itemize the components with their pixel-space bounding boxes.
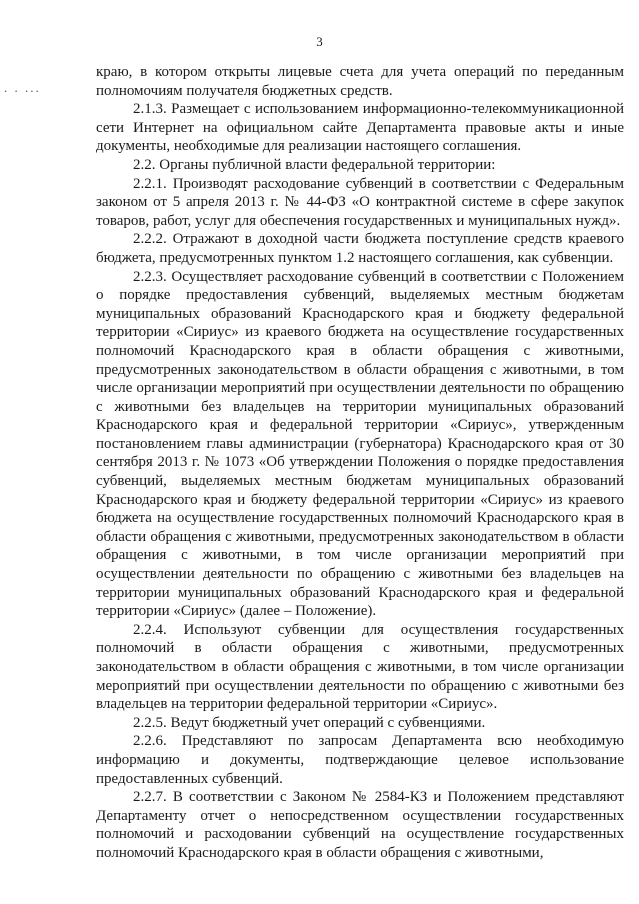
document-body (96, 63, 624, 863)
page-number: 3 (316, 34, 323, 49)
paragraph-2-2: 2.2. Органы публичной власти федеральной территории: (133, 156, 496, 173)
paragraph-2-2-2: 2.2.2. Отражают в доходной части бюджета поступление средств краевого бюджета, предусмотренных пунктом 1.2 настоящего соглашения, как субвенции. (96, 231, 624, 266)
paragraph-2-2-3: 2.2.3. Осуществляет расходование субвенций в соответствии с Положением о порядке предоставления субвенций, выделяемых местным бюджетам муниципальных образований Краснодарского края и бюджету федеральной территории «Сириус» из краевого бюджета на осуществление государственных полномочий Краснодарского края в области обращения с животными, предусмотренных законодательством в области обращения с животными, в том числе организации мероприятий при осуществлении деятельности по обращению с животными без владельцев на территории муниципальных образований Краснодарского края и федеральной территории «Сириус», утвержденным постановлением главы администрации (губернатора) Краснодарского края от 30 сентября 2013 г. № 1073 «Об утверждении Положения о порядке предоставления субвенций, выделяемых местным бюджетам муниципальных образований Краснодарского края и бюджету федеральной территории «Сириус» из краевого бюджета на осуществление государственных полномочий Краснодарского края в области обращения с животными, предусмотренных законодательством в области обращения с животными, в том числе организации мероприятий при осуществлении деятельности по обращению с животными без владельцев на территории муниципальных образований Краснодарского края и федеральной территории «Сириус» (далее – Положение). (96, 268, 624, 620)
margin-mark: . . ... (4, 80, 41, 95)
paragraph-continuation: краю, в котором открыты лицевые счета для учета операций по переданным полномочиям получателя бюджетных средств. (96, 64, 624, 99)
paragraph-2-2-1: 2.2.1. Производят расходование субвенций в соответствии с Федеральным законом от 5 апреля 2013 г. № 44-ФЗ «О контрактной системе в сфере закупок товаров, работ, услуг для обеспечения государственных и муниципальных нужд». (96, 175, 624, 229)
paragraph-2-2-6: 2.2.6. Представляют по запросам Департамента всю необходимую информацию и документы, подтверждающие целевое использование предоставленных субвенций. (96, 733, 624, 787)
paragraph-2-2-4: 2.2.4. Используют субвенции для осуществления государственных полномочий в области обращения с животными, предусмотренных законодательством в области обращения с животными, в том числе организации мероприятий при осуществлении деятельности по обращению с животными без владельцев на территории федеральной территории «Сириус». (96, 621, 624, 713)
paragraph-2-1-3: 2.1.3. Размещает с использованием информационно-телекоммуникационной сети Интернет на официальном сайте Департамента правовые акты и иные документы, необходимые для реализации настоящего соглашения. (96, 101, 624, 155)
paragraph-2-2-5: 2.2.5. Ведут бюджетный учет операций с субвенциями. (133, 714, 486, 731)
paragraph-2-2-7: 2.2.7. В соответствии с Законом № 2584-КЗ и Положением представляют Департаменту отчет о непосредственном осуществлении государственных полномочий и расходовании субвенций на осуществление государственных полномочий Краснодарского края в области обращения с животными, (96, 789, 624, 861)
